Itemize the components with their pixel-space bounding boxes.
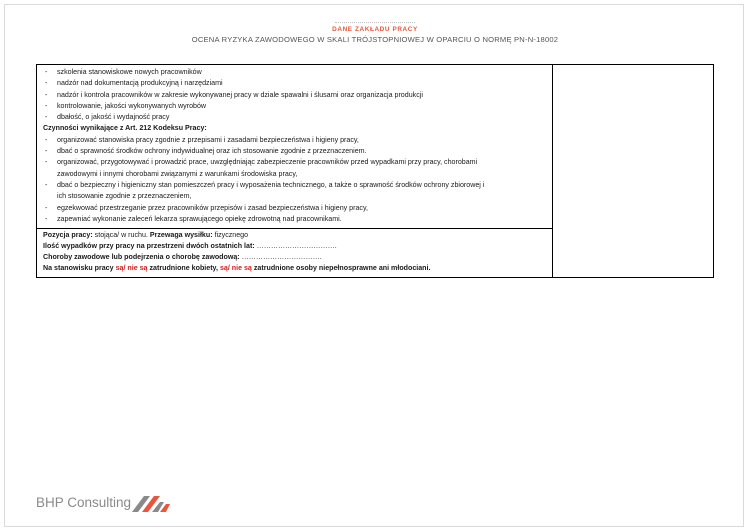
company-logo [36,493,176,513]
accidents-label: Ilość wypadków przy pracy na przestrzeni dwóch ostatnich lat: [43,242,255,251]
women-text: zatrudnione kobiety, [149,264,218,273]
art212-item: - dbać o bezpieczny i higieniczny stan pomieszczeń pracy i wyposażenia technicznego, a także o sprawność środków ochrony zbiorowej i [43,180,548,191]
position-value: stojąca/ w ruchu. [94,231,148,239]
effort-label: Przewaga wysiłku: [149,231,213,239]
accidents-value: ……………………………. [256,242,337,251]
disease-line [43,252,548,263]
logo-text: BHP Consulting [36,495,132,510]
employment-line [43,263,548,274]
women-choice: są/ nie są [115,264,148,273]
disabled-choice: są/ nie są [219,264,252,273]
duty-item: - nadzór nad dokumentacją produkcyjną i narzędziami [43,78,548,89]
art212-item: - zapewniać wykonanie zaleceń lekarza sprawującego opiekę zdrowotną nad pracownikami. [43,214,548,225]
duties-cell [43,67,548,225]
duty-item: - szkolenia stanowiskowe nowych pracowników [43,67,548,78]
disease-label: Choroby zawodowe lub podejrzenia o chorobę zawodową: [43,253,240,262]
duty-item: - kontrolowanie, jakości wykonywanych wyrobów [43,101,548,112]
document-header [0,22,750,44]
position-line [43,230,548,241]
art212-item: - organizować stanowiska pracy zgodnie z przepisami i zasadami bezpieczeństwa i higieny pracy, [43,135,548,146]
art212-item-continuation: ich stosowanie zgodnie z przeznaczeniem, [57,192,192,201]
position-label: Pozycja pracy: [43,231,93,239]
duty-item: - nadzór i kontrola pracowników w zakresie wykonywanej pracy w dziale spawalni i ślusarni oraz organizacja produkcji [43,90,548,101]
art212-heading: Czynności wynikające z Art. 212 Kodeksu Pracy: [43,124,207,133]
header-subtitle: OCENA RYZYKA ZAWODOWEGO W SKALI TRÓJSTOPNIOWEJ W OPARCIU O NORMĘ PN-N-18002 [191,35,559,44]
header-rule [335,22,415,23]
art212-item-continuation: zawodowymi i innymi chorobami związanymi z warunkami środowiska pracy, [57,169,298,178]
table-row-divider [37,228,552,229]
art212-item: - egzekwować przestrzeganie przez pracowników przepisów i zasad bezpieczeństwa i higieny pracy, [43,203,548,214]
table-column-divider [552,65,553,277]
accidents-line [43,241,548,252]
effort-value: fizycznego [214,231,249,239]
duty-item: - dbałość, o jakość i wydajność pracy [43,112,548,123]
disease-value: ……………………………. [241,253,322,262]
disabled-text: zatrudnione osoby niepełnosprawne ani młodociani. [253,264,431,273]
art212-item: - dbać o sprawność środków ochrony indywidualnej oraz ich stosowanie zgodnie z przeznaczeniem. [43,146,548,157]
station-prefix: Na stanowisku pracy [43,264,114,273]
logo-mountain-icon [130,493,174,513]
risk-table [36,64,714,278]
conditions-cell [43,230,548,274]
header-title: DANE ZAKŁADU PRACY [332,26,418,33]
art212-item: - organizować, przygotowywać i prowadzić prace, uwzględniając zabezpieczenie pracowników przed wypadkami przy pracy, chorobami [43,157,548,168]
